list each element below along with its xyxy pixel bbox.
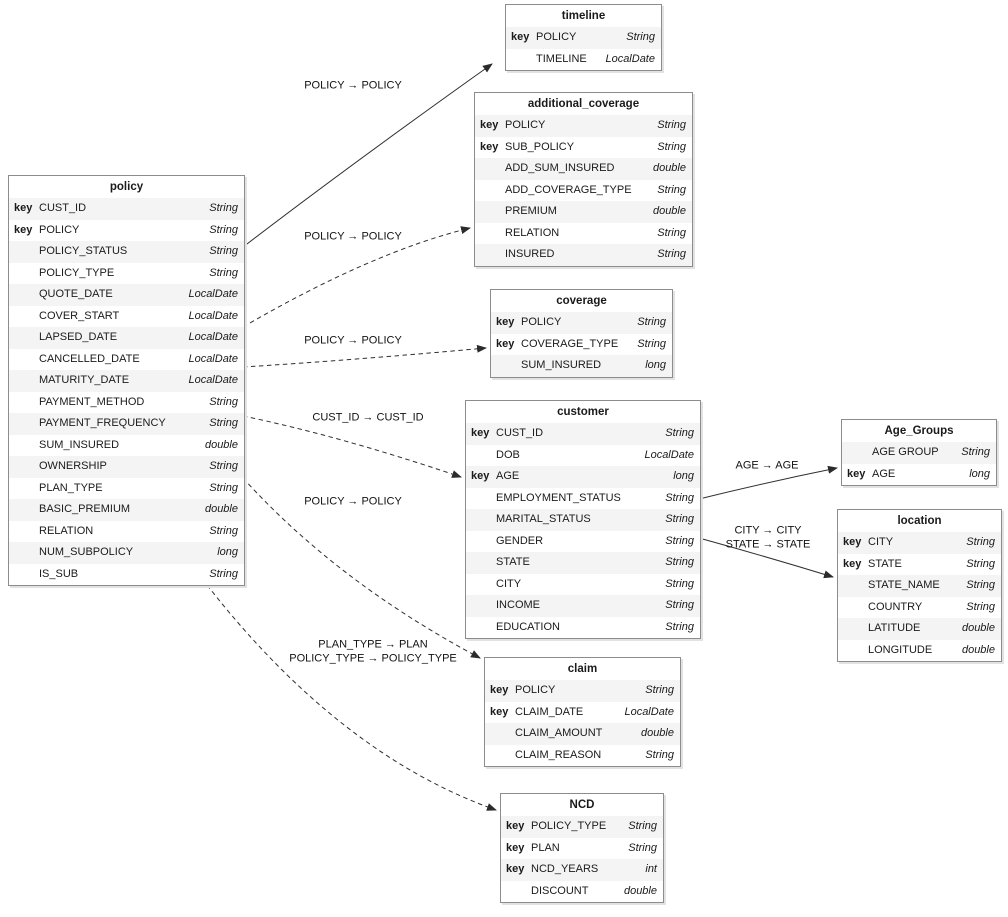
key-badge [9, 435, 39, 457]
connector-policy-to-NCD[interactable] [207, 585, 496, 810]
key-badge: key [490, 705, 509, 718]
column-type: double [961, 643, 995, 656]
table-title: Age_Groups [884, 425, 954, 437]
key-badge [506, 49, 536, 71]
column-name: LAPSED_DATE [39, 331, 118, 343]
column-row[interactable] [9, 413, 244, 435]
column-row[interactable] [466, 423, 700, 445]
key-badge: key [506, 841, 525, 854]
column-name: STATE [868, 557, 902, 570]
column-row[interactable] [9, 349, 244, 371]
column-row[interactable] [9, 370, 244, 392]
column-type: double [623, 884, 657, 897]
column-type: String [645, 684, 674, 696]
table-NCD[interactable] [500, 793, 664, 903]
column-type: LocalDate [644, 448, 694, 461]
column-name: CANCELLED_DATE [39, 352, 140, 365]
column-name: STATE [496, 556, 530, 568]
table-title: additional_coverage [527, 98, 640, 110]
column-name: IS_SUB [39, 567, 79, 580]
column-type: String [966, 579, 995, 591]
key-badge [9, 241, 39, 263]
connector-policy-to-customer[interactable] [243, 416, 461, 477]
column-row[interactable] [466, 488, 700, 510]
table-title: timeline [561, 10, 606, 22]
key-badge [9, 499, 39, 521]
key-badge [9, 521, 39, 543]
column-type: String [645, 748, 674, 761]
column-type: double [652, 205, 686, 217]
column-row[interactable] [506, 49, 661, 71]
column-type: String [209, 266, 238, 279]
column-name: RELATION [39, 524, 94, 537]
key-badge [9, 327, 39, 349]
column-row[interactable] [9, 306, 244, 328]
key-badge [9, 306, 39, 328]
key-badge: key [14, 223, 33, 236]
column-row[interactable] [466, 595, 700, 617]
relationship-label-policy-to-claim [304, 495, 402, 509]
key-badge [9, 284, 39, 306]
column-name: INSURED [505, 248, 555, 260]
column-type: LocalDate [188, 288, 238, 300]
column-type: LocalDate [624, 705, 674, 718]
column-row[interactable] [501, 859, 663, 881]
key-badge [838, 640, 868, 662]
table-title: claim [567, 663, 598, 675]
column-name: AGE [496, 470, 520, 482]
column-type: String [209, 460, 238, 472]
key-badge [485, 745, 515, 767]
table-claim[interactable] [484, 657, 681, 767]
key-badge: key [511, 31, 530, 43]
column-row[interactable] [466, 552, 700, 574]
relationship-label-line: POLICY → POLICY [304, 79, 402, 92]
column-row[interactable] [485, 745, 680, 767]
key-badge: key [480, 140, 499, 153]
column-row[interactable] [9, 263, 244, 285]
column-type: String [657, 140, 686, 153]
column-row[interactable] [838, 575, 1001, 597]
column-type: String [966, 536, 995, 548]
relationship-label-line: POLICY → POLICY [304, 495, 402, 508]
column-row[interactable] [466, 509, 700, 531]
key-badge [466, 509, 496, 531]
column-type: LocalDate [188, 309, 238, 322]
column-name: PAYMENT_FREQUENCY [39, 417, 166, 429]
column-type: long [645, 359, 666, 371]
column-type: String [657, 119, 686, 131]
column-name: POLICY [505, 119, 546, 131]
key-badge [9, 370, 39, 392]
key-badge: key [471, 427, 490, 439]
column-type: long [969, 467, 990, 480]
table-coverage[interactable] [490, 289, 673, 378]
column-name: COUNTRY [868, 600, 923, 613]
relationship-label-policy-to-customer [312, 411, 423, 425]
column-row[interactable] [491, 334, 672, 356]
column-name: ADD_COVERAGE_TYPE [505, 183, 632, 196]
column-name: ADD_SUM_INSURED [505, 162, 615, 174]
column-type: long [673, 470, 694, 482]
column-row[interactable] [838, 532, 1001, 554]
column-name: POLICY [536, 31, 577, 43]
column-name: POLICY_STATUS [39, 245, 128, 257]
column-type: String [665, 577, 694, 590]
column-name: LATITUDE [868, 622, 921, 634]
key-badge [466, 617, 496, 639]
key-badge [9, 392, 39, 414]
column-type: LocalDate [188, 374, 238, 386]
table-additional_coverage[interactable] [474, 92, 693, 267]
column-row[interactable] [501, 838, 663, 860]
column-name: CUST_ID [39, 202, 87, 214]
column-row[interactable] [9, 456, 244, 478]
table-title: coverage [556, 295, 607, 307]
column-row[interactable] [475, 137, 692, 159]
column-row[interactable] [9, 478, 244, 500]
column-type: String [209, 245, 238, 257]
key-badge: key [506, 863, 525, 875]
column-name: POLICY_TYPE [531, 820, 607, 832]
column-name: NCD_YEARS [531, 863, 599, 875]
column-row[interactable] [466, 445, 700, 467]
key-badge [475, 180, 505, 202]
column-name: OWNERSHIP [39, 460, 107, 472]
key-badge [475, 201, 505, 223]
column-type: String [628, 841, 657, 854]
column-name: COVERAGE_TYPE [521, 337, 619, 350]
column-type: double [961, 622, 995, 634]
key-badge [838, 597, 868, 619]
column-type: String [209, 417, 238, 429]
column-name: DOB [496, 448, 520, 461]
key-badge [475, 244, 505, 266]
column-name: EMPLOYMENT_STATUS [496, 491, 621, 504]
column-row[interactable] [9, 542, 244, 564]
column-type: String [626, 31, 655, 43]
relationship-label-policy-to-timeline [304, 79, 402, 93]
column-type: String [209, 395, 238, 408]
key-badge [838, 618, 868, 640]
column-row[interactable] [485, 723, 680, 745]
column-row[interactable] [838, 554, 1001, 576]
column-type: String [665, 534, 694, 547]
column-type: String [209, 567, 238, 580]
column-type: String [665, 427, 694, 439]
column-row[interactable] [501, 881, 663, 903]
column-type: double [640, 727, 674, 739]
column-name: NUM_SUBPOLICY [39, 546, 134, 558]
column-type: String [961, 446, 990, 458]
table-title: policy [109, 181, 144, 193]
column-name: CLAIM_AMOUNT [515, 727, 603, 739]
column-type: long [217, 546, 238, 558]
column-name: SUM_INSURED [39, 438, 120, 451]
column-type: String [966, 557, 995, 570]
column-name: AGE GROUP [872, 446, 939, 458]
key-badge [466, 445, 496, 467]
key-badge: key [843, 557, 862, 570]
column-name: EDUCATION [496, 620, 560, 633]
column-name: AGE [872, 467, 896, 480]
column-name: CLAIM_DATE [515, 705, 584, 718]
key-badge [9, 478, 39, 500]
column-row[interactable] [485, 680, 680, 702]
column-row[interactable] [9, 521, 244, 543]
column-row[interactable] [491, 312, 672, 334]
key-badge [9, 263, 39, 285]
table-timeline[interactable] [505, 4, 662, 71]
column-row[interactable] [466, 531, 700, 553]
table-title: NCD [569, 799, 595, 811]
column-row[interactable] [9, 564, 244, 586]
column-type: String [637, 316, 666, 328]
key-badge [491, 355, 521, 377]
column-type: String [665, 599, 694, 611]
table-Age_Groups[interactable] [841, 419, 997, 486]
column-row[interactable] [501, 816, 663, 838]
relationship-label-line: POLICY → POLICY [304, 334, 402, 347]
relationship-label-line: CITY → CITY [734, 524, 802, 537]
relationship-label-line: PLAN_TYPE → PLAN [318, 638, 428, 651]
column-row[interactable] [485, 702, 680, 724]
column-row[interactable] [9, 198, 244, 220]
column-name: PLAN [531, 841, 560, 854]
column-type: double [204, 503, 238, 515]
relationship-label-line: AGE → AGE [735, 459, 799, 472]
column-row[interactable] [9, 392, 244, 414]
column-name: CITY [496, 577, 522, 590]
relationship-label-line: STATE → STATE [725, 538, 811, 550]
column-type: String [966, 600, 995, 613]
column-row[interactable] [9, 220, 244, 242]
column-name: DISCOUNT [531, 884, 589, 897]
relationship-label-policy-to-NCD [289, 639, 457, 666]
key-badge [466, 531, 496, 553]
column-type: LocalDate [188, 352, 238, 365]
column-name: GENDER [496, 534, 544, 547]
key-badge [475, 158, 505, 180]
column-name: CITY [868, 536, 894, 548]
column-name: CUST_ID [496, 427, 544, 439]
column-name: PREMIUM [505, 205, 557, 217]
column-row[interactable] [842, 464, 996, 486]
column-name: POLICY [521, 316, 562, 328]
relationship-label-policy-to-coverage [304, 334, 402, 348]
column-name: INCOME [496, 599, 540, 611]
column-row[interactable] [842, 442, 996, 464]
column-type: double [652, 162, 686, 174]
column-row[interactable] [475, 158, 692, 180]
relationship-label-policy-to-additional_coverage [304, 230, 402, 244]
column-name: MARITAL_STATUS [496, 513, 591, 525]
column-name: COVER_START [39, 309, 120, 322]
column-type: double [204, 438, 238, 451]
key-badge [9, 456, 39, 478]
column-row[interactable] [838, 618, 1001, 640]
column-name: RELATION [505, 226, 560, 239]
column-name: STATE_NAME [868, 579, 940, 591]
column-row[interactable] [9, 284, 244, 306]
key-badge: key [847, 467, 866, 480]
key-badge [838, 575, 868, 597]
column-type: String [209, 202, 238, 214]
key-badge: key [496, 316, 515, 328]
key-badge [842, 442, 872, 464]
column-name: CLAIM_REASON [515, 748, 602, 761]
key-badge: key [506, 820, 525, 832]
column-type: String [665, 620, 694, 633]
column-row[interactable] [475, 244, 692, 266]
column-name: QUOTE_DATE [39, 288, 113, 300]
key-badge [9, 413, 39, 435]
key-badge: key [490, 684, 509, 696]
column-name: MATURITY_DATE [39, 374, 130, 386]
column-type: LocalDate [605, 52, 655, 65]
column-type: int [645, 863, 657, 875]
column-row[interactable] [466, 617, 700, 639]
key-badge [466, 595, 496, 617]
table-title: customer [557, 406, 609, 418]
column-type: LocalDate [188, 331, 238, 343]
key-badge: key [843, 536, 862, 548]
column-row[interactable] [475, 180, 692, 202]
relationship-label-customer-to-Age_Groups [736, 459, 799, 473]
connector-policy-to-coverage[interactable] [243, 348, 486, 367]
relationship-label-line: CUST_ID → CUST_ID [312, 411, 424, 424]
key-badge [9, 542, 39, 564]
key-badge [466, 574, 496, 596]
key-badge: key [496, 337, 515, 350]
column-row[interactable] [838, 640, 1001, 662]
column-row[interactable] [506, 27, 661, 49]
column-row[interactable] [9, 241, 244, 263]
column-name: POLICY_TYPE [39, 266, 115, 279]
column-row[interactable] [475, 201, 692, 223]
column-name: PAYMENT_METHOD [39, 395, 145, 408]
column-name: TIMELINE [536, 52, 587, 65]
column-type: String [665, 491, 694, 504]
column-type: String [665, 513, 694, 525]
column-type: String [665, 556, 694, 568]
column-row[interactable] [491, 355, 672, 377]
table-title: location [897, 515, 942, 527]
column-row[interactable] [9, 499, 244, 521]
relationship-label-line: POLICY → POLICY [304, 230, 402, 243]
key-badge [9, 564, 39, 586]
table-policy[interactable] [8, 175, 245, 586]
column-row[interactable] [9, 327, 244, 349]
key-badge [466, 552, 496, 574]
column-name: SUB_POLICY [505, 140, 575, 153]
key-badge [485, 723, 515, 745]
key-badge [501, 881, 531, 903]
key-badge: key [14, 202, 33, 214]
column-row[interactable] [466, 574, 700, 596]
column-row[interactable] [9, 435, 244, 457]
column-name: POLICY [39, 223, 80, 236]
column-type: String [628, 820, 657, 832]
table-location[interactable] [837, 509, 1002, 662]
key-badge [9, 349, 39, 371]
table-customer[interactable] [465, 400, 701, 639]
key-badge [475, 223, 505, 245]
column-type: String [657, 226, 686, 239]
relationship-label-customer-to-location [726, 525, 811, 552]
column-row[interactable] [838, 597, 1001, 619]
column-type: String [209, 481, 238, 494]
column-name: SUM_INSURED [521, 359, 602, 371]
column-type: String [209, 223, 238, 236]
key-badge: key [471, 470, 490, 482]
column-type: String [657, 183, 686, 196]
column-name: POLICY [515, 684, 556, 696]
column-type: String [209, 524, 238, 537]
column-type: String [637, 337, 666, 350]
relationship-label-line: POLICY_TYPE → POLICY_TYPE [289, 652, 457, 664]
column-type: String [657, 248, 686, 260]
column-row[interactable] [466, 466, 700, 488]
column-row[interactable] [475, 115, 692, 137]
column-name: LONGITUDE [868, 643, 933, 656]
key-badge: key [480, 119, 499, 131]
key-badge [466, 488, 496, 510]
column-name: PLAN_TYPE [39, 481, 103, 494]
column-name: BASIC_PREMIUM [39, 503, 131, 515]
column-row[interactable] [475, 223, 692, 245]
